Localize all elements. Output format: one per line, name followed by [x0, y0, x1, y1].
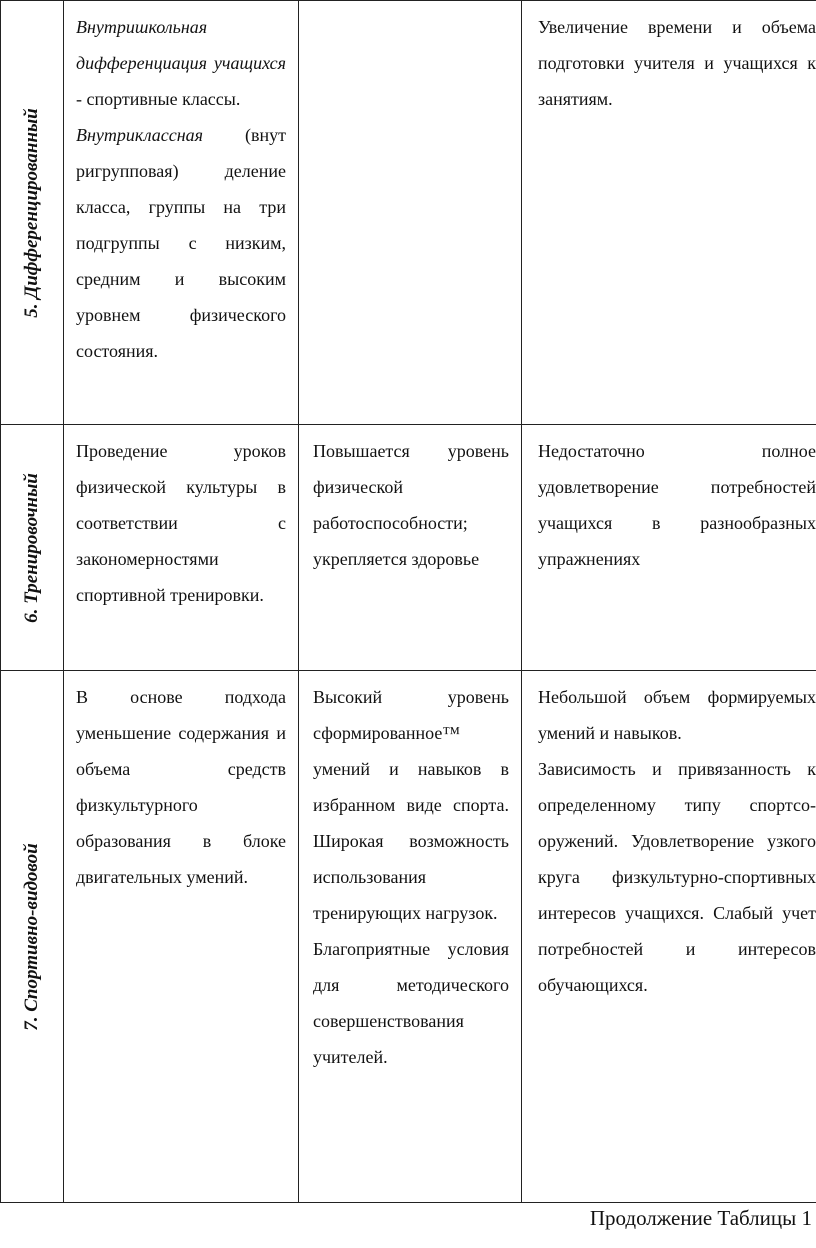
drawback-cell	[522, 671, 816, 1203]
result-cell	[299, 671, 522, 1203]
paragraph: Небольшой объем формируемых умений и навыков.	[538, 687, 816, 743]
content-cell	[64, 671, 299, 1203]
content-cell	[64, 1, 299, 425]
table-continuation-caption: Продолжение Таблицы 1	[589, 1206, 812, 1230]
table-row-5	[1, 1, 816, 425]
result-cell	[299, 1, 522, 425]
table-row-7	[1, 671, 816, 1203]
paragraph: Благоприятные условия для методического совершенствования учителей.	[313, 939, 509, 1067]
paragraph: Зависимость и привязанность к определенному типу спортсо-оружений. Удовлетворение узкого круга физкультурно-спортивных интересов учащихся. Слабый учет потребностей и интересов обучающихся.	[538, 759, 816, 995]
content-text: Проведение уроков физической культуры в соответствии с закономерностями спортивной тренировки.	[76, 441, 286, 605]
italic-term: Внутришкольная дифференциация учащихся	[76, 17, 286, 73]
content-text: В основе подхода уменьшение содержания и объема средств физкультурного образования в блоке двигательных умений.	[76, 687, 286, 887]
row-label-7: 7. Спортивно-видовой	[21, 842, 42, 1031]
content-cell	[64, 425, 299, 671]
paragraph	[76, 117, 286, 369]
paragraph	[76, 9, 286, 117]
drawback-cell	[522, 425, 816, 671]
text: (внут ригрупповая) деление класса, группы на три подгруппы с низким, средним и высоким уровнем физического состояния.	[76, 125, 286, 361]
empty-cell-text	[299, 1, 521, 9]
paragraph: Высокий уровень сформированное™ умений и навыков в избранном виде спорта. Широкая возможность использования тренирующих нагрузок.	[313, 687, 509, 923]
result-text: Повышается уровень физической работоспособности; укрепляется здоровье	[313, 441, 509, 569]
table-row-6	[1, 425, 816, 671]
row-label-cell	[1, 425, 64, 671]
row-label-6: 6. Тренировочный	[21, 472, 42, 623]
row-label-5: 5. Дифференцированный	[21, 107, 42, 318]
row-label-cell	[1, 1, 64, 425]
result-cell	[299, 425, 522, 671]
drawback-cell	[522, 1, 816, 425]
drawback-text: Увеличение времени и объема подготовки учителя и учащихся к занятиям.	[538, 17, 816, 109]
drawback-text: Недостаточно полное удовлетворение потребностей учащихся в разнообразных упражнениях	[538, 441, 816, 569]
row-label-cell	[1, 671, 64, 1203]
text: - спортивные классы.	[76, 89, 241, 109]
italic-term: Внутриклассная	[76, 125, 204, 145]
